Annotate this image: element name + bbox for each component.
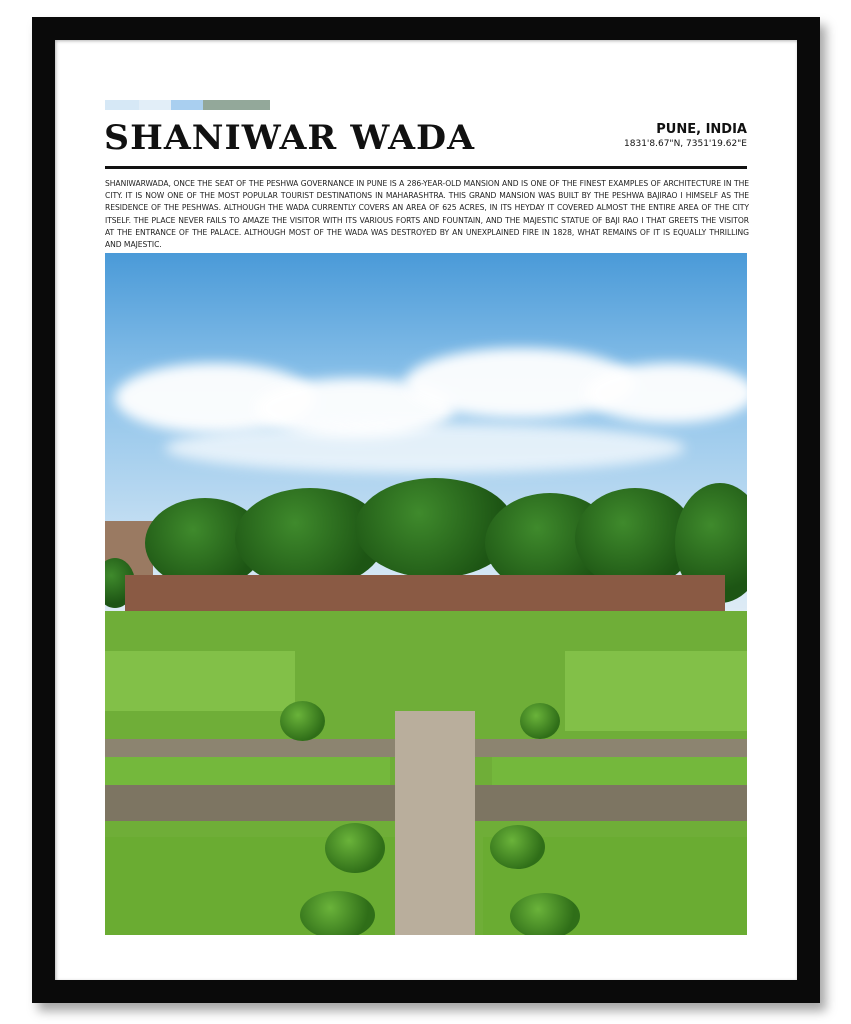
poster-title: SHANIWAR WADA	[104, 118, 476, 158]
divider	[105, 166, 747, 169]
location	[624, 122, 747, 149]
landmark-photo	[105, 253, 747, 935]
palette-swatch	[171, 100, 203, 110]
garden	[105, 611, 747, 935]
city-name: PUNE, INDIA	[656, 122, 747, 137]
fort-wall	[125, 575, 725, 613]
palette-swatch	[139, 100, 171, 110]
color-palette	[105, 100, 270, 110]
palette-swatch	[203, 100, 270, 110]
palette-swatch	[105, 100, 139, 110]
poster-mat	[55, 40, 797, 980]
coordinates: 1831'8.67"N, 7351'19.62"E	[624, 139, 747, 149]
poster-frame	[32, 17, 820, 1003]
description: SHANIWARWADA, ONCE THE SEAT OF THE PESHWA GOVERNANCE IN PUNE IS A 286-YEAR-OLD MANSION AND IS ONE OF THE FINEST EXAMPLES OF ARCHITECTURE IN THE CITY. IT IS NOW ONE OF THE MOST POPULAR TOURIST DESTINATIONS IN MAHARASHTRA. THIS GRAND MANSION WAS BUILT BY THE PESHWA BAJIRAO I HIMSELF AS THE RESIDENCE OF THE PESHWAS. ALTHOUGH THE WADA CURRENTLY COVERS AN AREA OF 625 ACRES, IN ITS HEYDAY IT COVERED ALMOST THE ENTIRE AREA OF THE CITY ITSELF. THE PLACE NEVER FAILS TO AMAZE THE VISITOR WITH ITS VARIOUS FORTS AND FOUNTAIN, AND THE MAJESTIC STATUE OF BAJI RAO I THAT GREETS THE VISITOR AT THE ENTRANCE OF THE PALACE. ALTHOUGH MOST OF THE WADA WAS DESTROYED BY AN UNEXPLAINED FIRE IN 1828, WHAT REMAINS OF IT IS EQUALLY THRILLING AND MAJESTIC.	[105, 179, 749, 250]
